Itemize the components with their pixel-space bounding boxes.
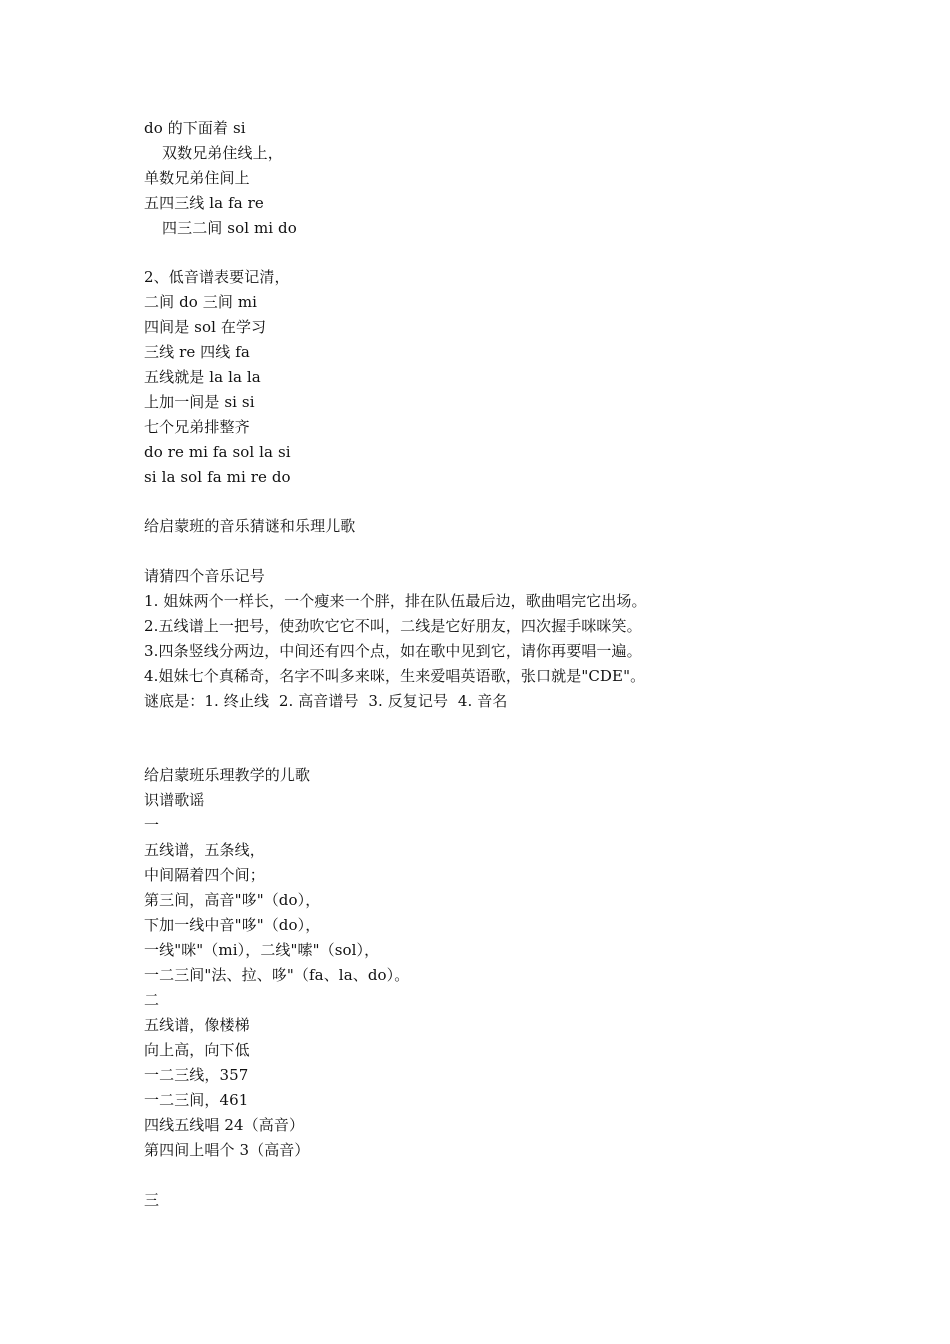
text-line: si la sol fa mi re do — [144, 468, 291, 486]
text-line: 二间 do 三间 mi — [144, 293, 258, 311]
text-line: 3.四条竖线分两边，中间还有四个点，如在歌中见到它，请你再要唱一遍。 — [144, 642, 642, 660]
text-line: 单数兄弟住间上 — [144, 169, 250, 187]
section-heading: 给启蒙班的音乐猜谜和乐理儿歌 — [144, 517, 356, 535]
text-line: 五线谱，像楼梯 — [144, 1016, 250, 1034]
text-line: 四三二间 sol mi do — [162, 219, 297, 237]
text-line: 四线五线唱 24（高音） — [144, 1116, 305, 1134]
text-line: 2、低音谱表要记清， — [144, 268, 290, 286]
text-line: 请猜四个音乐记号 — [144, 567, 265, 585]
text-line: do 的下面着 si — [144, 119, 246, 137]
text-line: 一 — [144, 816, 160, 834]
text-line: 1. 姐妹两个一样长，一个瘦来一个胖，排在队伍最后边，歌曲唱完它出场。 — [144, 592, 647, 610]
text-line: 四间是 sol 在学习 — [144, 318, 267, 336]
text-line: 谜底是：1. 终止线 2. 高音谱号 3. 反复记号 4. 音名 — [144, 692, 508, 710]
text-line: 三 — [144, 1191, 160, 1209]
text-line: 向上高，向下低 — [144, 1041, 250, 1059]
text-line: 一二三间"法、拉、哆"（fa、la、do）。 — [144, 966, 410, 984]
text-line: 一线"咪"（mi），二线"嗦"（sol）， — [144, 941, 380, 959]
text-line: 三线 re 四线 fa — [144, 343, 250, 361]
text-line: 五线就是 la la la — [144, 368, 261, 386]
text-line: 2.五线谱上一把号，使劲吹它它不叫，二线是它好朋友，四次握手咪咪笑。 — [144, 617, 642, 635]
text-line: 识谱歌谣 — [144, 791, 205, 809]
text-line: 第四间上唱个 3（高音） — [144, 1141, 310, 1159]
text-line: 五四三线 la fa re — [144, 194, 264, 212]
text-line: 中间隔着四个间； — [144, 866, 265, 884]
text-line: 双数兄弟住线上， — [162, 144, 283, 162]
text-line: 4.姐妹七个真稀奇，名字不叫多来咪，生来爱唱英语歌，张口就是"CDE"。 — [144, 667, 646, 685]
text-line: 一二三线，357 — [144, 1066, 249, 1084]
text-line: 上加一间是 si si — [144, 393, 255, 411]
text-line: 二 — [144, 991, 160, 1009]
text-line: 七个兄弟排整齐 — [144, 418, 250, 436]
text-line: 下加一线中音"哆"（do）， — [144, 916, 321, 934]
text-line: 第三间，高音"哆"（do）， — [144, 891, 321, 909]
text-line: 五线谱，五条线， — [144, 841, 265, 859]
text-line: do re mi fa sol la si — [144, 443, 291, 461]
text-line: 一二三间，461 — [144, 1091, 249, 1109]
text-line: 给启蒙班乐理教学的儿歌 — [144, 766, 311, 784]
